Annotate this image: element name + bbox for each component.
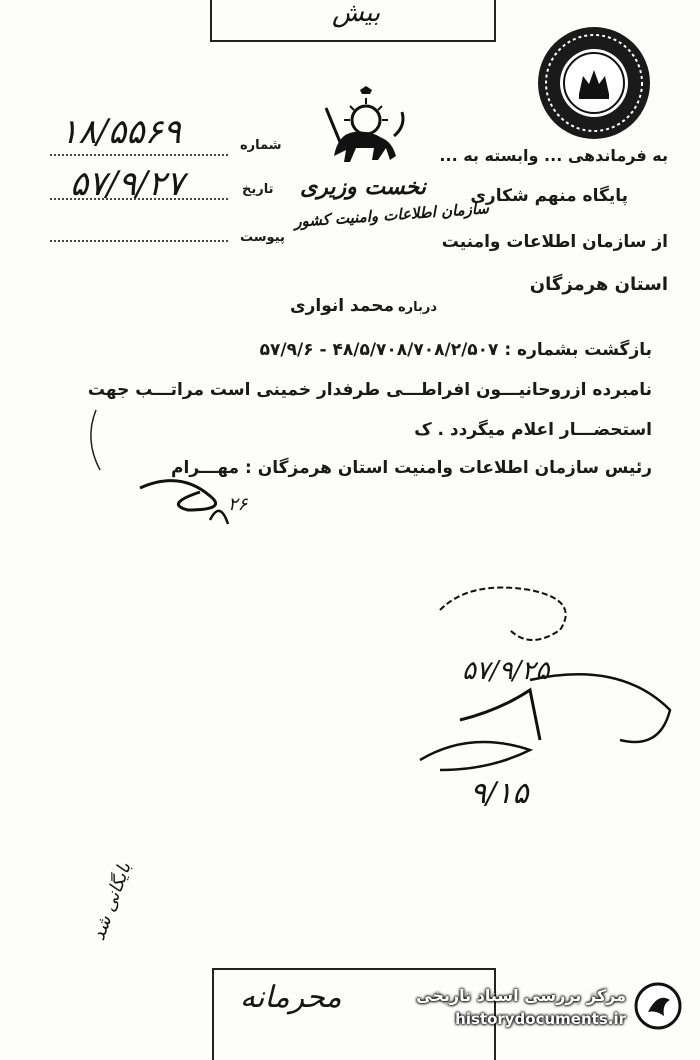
signature-icon <box>60 400 260 540</box>
subject-label: درباره <box>398 300 438 315</box>
attachment-dotline <box>50 240 228 242</box>
handwritten-date: ۵۷/۹/۲۵ <box>462 656 550 686</box>
handwritten-note: ۹/۱۵ <box>470 776 529 811</box>
from-line: از سازمان اطلاعات وامنیت <box>441 232 668 252</box>
province: استان هرمزگان <box>529 274 668 295</box>
number-dotline <box>50 154 228 156</box>
attachment-label: پیوست <box>240 230 285 245</box>
number-value: ۱۸/۵۵۶۹ <box>60 112 182 152</box>
lion-and-sun-icon <box>320 86 408 176</box>
margin-note: بایگانی شد <box>88 859 136 944</box>
archive-logo-icon <box>634 982 682 1030</box>
reference-line: بازگشت بشماره : ۴۸/۵/۷۰۸/۷۰۸/۲/۵۰۷ - ۵۷/۹/۶ <box>259 340 652 360</box>
watermark-title: مرکز بررسی اسناد تاریخی <box>416 986 626 1005</box>
top-box-text: بیش <box>332 0 381 28</box>
bottom-box-text: محرمانه <box>240 980 342 1015</box>
subject-value: محمد انواری <box>290 296 394 316</box>
number-label: شماره <box>240 138 282 153</box>
ministry-title: نخست وزیری <box>300 174 426 200</box>
imperial-seal-icon <box>535 24 653 142</box>
addressee-line: به فرماندهی ... وابسته به ... <box>439 146 668 165</box>
organization-title: سازمان اطلاعات وامنیت کشور <box>293 199 490 231</box>
date-label: تاریخ <box>242 182 274 197</box>
signature-line: رئیس سازمان اطلاعات وامنیت استان هرمزگان : مهـــرام <box>171 458 652 478</box>
body-text-line-2: استحضـــار اعلام میگردد . ک <box>414 420 652 440</box>
body-text-line-1: نامبرده ازروحانیـــون افراطـــی طرفدار خمینی است مراتـــب جهت <box>87 380 652 400</box>
date-value: ۵۷/۹/۲۷ <box>70 164 185 204</box>
recipient: پایگاه منهم شکاری <box>470 186 628 206</box>
watermark-url[interactable]: historydocuments.ir <box>455 1010 626 1028</box>
left-margin-mark: ۲۶ <box>228 494 248 515</box>
top-classification-box <box>210 0 496 42</box>
watermark <box>392 982 682 1036</box>
